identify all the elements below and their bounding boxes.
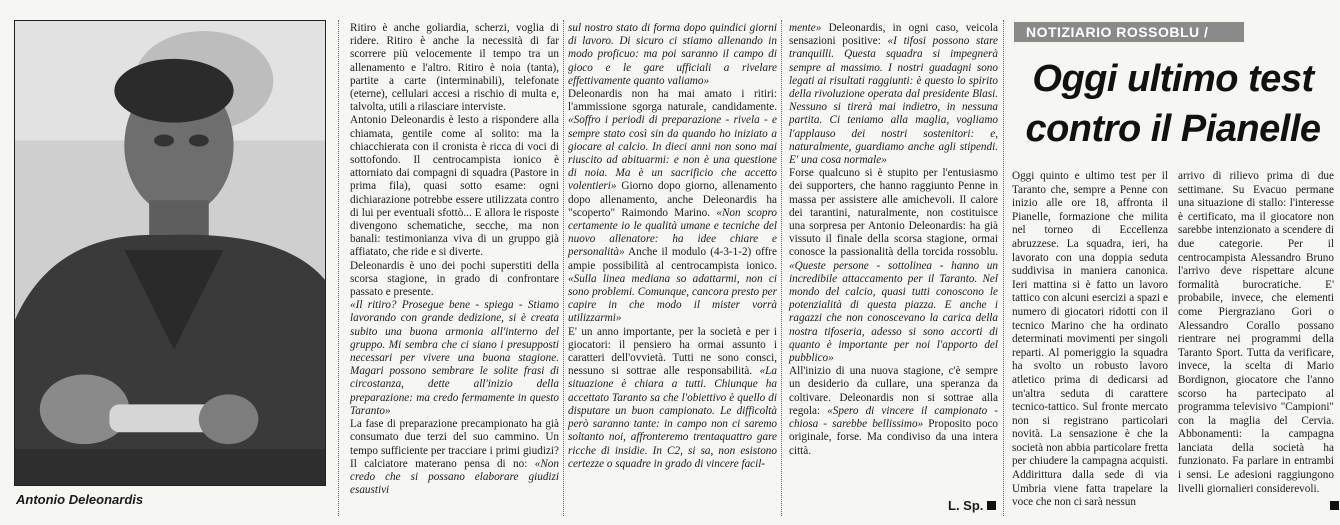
column-rule bbox=[781, 20, 782, 516]
paragraph: Ritiro è anche goliardia, scherzi, voglia di ridere. Ritiro è anche la necessità di far scorrere più velocemente il tempo tra un allenamento e l'altro. Ritiro è noia (tanta), partite a carte (interminabili), telefonate (eterne), cellulari accesi a rischio di multa e, talvolta, utili a rilasciare interviste. bbox=[350, 22, 559, 114]
paragraph: Antonio Deleonardis è lesto a rispondere alla chiamata, gentile come al solito: ma la chiacchierata con il cronista è ricca di voci di sottofondo. Il centrocampista ionico è attorniato dai compagni di squadra (Pastore in prima fila), quasi sotto esame: ogni dichiarazione potrebbe essere utilizzata contro di lui per eventuali sfottò... E allora le risposte divengono schematiche, secche, ma non banali: testimonianza viva di un gruppo già affiatato, che ride e si diverte. bbox=[350, 114, 559, 259]
paragraph: Oggi quinto e ultimo test per il Taranto che, sempre a Penne con inizio alle ore 18, affronta il Pianelle, formazione che milita nel torneo di Eccellenza abruzzese. La squadra, ieri, ha lavorato con una doppia seduta suddivisa in maniera canonica. Ieri mattina si è fatto un lavoro tattico con alcuni esercizi a spazi e numero di giocatori ridotti con il tecnico Marino che ha ordinato determinati movimenti per singoli reparti. Al pomeriggio la squadra ha svolto un robusto lavoro atletico prima di dedicarsi ad un'altra seduta di carattere tecnico-tattico. Sul fronte mercato non si registrano particolari novità. La sensazione è che la società non abbia particolare fretta per chiudere la campagna acquisti. Addirittura dalla sede di via Umbria viene fatta trapelare la voce che non ci sarà nessun bbox=[1012, 170, 1168, 509]
article-signature bbox=[948, 498, 996, 514]
paragraph bbox=[350, 418, 559, 497]
end-mark-icon bbox=[987, 501, 996, 510]
quote-text: «Non credo che si possano elaborare giudizi esaustivi bbox=[350, 457, 559, 497]
section-kicker: NOTIZIARIO ROSSOBLU / bbox=[1014, 22, 1244, 42]
paragraph-text: La fase di preparazione precampionato ha già consumato due terzi del suo cammino. Un tempo sufficiente per tracciare i primi giudizi? Il calciatore materano pensa di no: bbox=[350, 418, 559, 470]
headline-line: contro il Pianelle bbox=[1025, 108, 1321, 150]
paragraph bbox=[789, 167, 998, 365]
article-column-1 bbox=[350, 22, 559, 518]
end-mark-icon bbox=[1330, 501, 1339, 510]
sidebar-column-1 bbox=[1012, 170, 1168, 509]
player-photo bbox=[14, 20, 326, 486]
paragraph bbox=[568, 88, 777, 326]
sidebar-headline bbox=[1012, 54, 1334, 154]
signature-text: L. Sp. bbox=[948, 498, 984, 513]
player-portrait-image bbox=[15, 21, 325, 485]
paragraph-text: Proposito poco originale, forse. Ma condiviso da una intera città. bbox=[789, 418, 999, 457]
sidebar-end-mark bbox=[1326, 498, 1339, 514]
sidebar-column-2 bbox=[1178, 170, 1334, 500]
article-column-3 bbox=[789, 22, 998, 492]
quote-text: «Spero di vincere il campionato - chiosa - sarebbe bellissimo» bbox=[789, 404, 999, 431]
quote-text: «La situazione è chiara a tutti. Chiunque ha accettato Taranto sa che l'obiettivo è quello di disputare un buon campionato. Le difficoltà però saranno tante: in campo non ci saremo soltanto noi, affronteremo trentaquattro gare ricche di insidie. In C2, si sa, non esistono certezze o squadre in grado di vincere facil- bbox=[568, 365, 777, 470]
paragraph-text: Giorno dopo giorno, allenamento dopo allenamento, anche Deleonardis ha "scoperto" Raimondo Marino. bbox=[568, 180, 778, 219]
paragraph: Deleonardis è uno dei pochi superstiti della scorsa stagione, in grado di confrontare passato e presente. bbox=[350, 259, 559, 299]
paragraph bbox=[568, 326, 777, 471]
paragraph-text: Forse qualcuno si è stupito per l'entusiasmo dei supporters, che hanno raggiunto Penne in massa per assistere alle amichevoli. Il calore dei tarantini, naturalmente, non costituisce una sorpresa per Antonio Deleonardis: ha già vissuto il finale della scorsa stagione, ormai conosce la passionalità della torcida rossoblu. bbox=[789, 167, 998, 259]
quote-text: «Queste persone - sottolinea - hanno un incredibile attaccamento per il Taranto. Nel mondo del calcio, quasi tutti conoscono le potenzialità di questa piazza. E anche i ragazzi che non conoscevano la carica della nostra tifoseria, adesso si sono accorti di quanto è importante per noi l'apporto del pubblico» bbox=[789, 259, 998, 365]
paragraph-text: Deleonardis non ha mai amato i ritiri: l'ammissione sgorga naturale, candidamente. bbox=[568, 88, 777, 114]
quote-text: mente» bbox=[789, 22, 822, 34]
paragraph-text: Deleonardis, in ogni caso, veicola sensazioni positive: bbox=[789, 22, 999, 48]
article-column-2 bbox=[568, 22, 777, 518]
column-rule bbox=[1003, 20, 1004, 516]
paragraph bbox=[789, 22, 998, 167]
quote-paragraph: «Il ritiro? Prosegue bene - spiega - Stiamo lavorando con grande dedizione, si è creata subito una buona armonia all'interno del gruppo. Mi sembra che ci siano i presupposti necessari per vivere una buona stagione. Magari possono sembrare le solite frasi di circostanza, dette all'inizio della preparazione: ma credo fermamente in questo Taranto» bbox=[350, 299, 559, 417]
kicker-text: NOTIZIARIO ROSSOBLU bbox=[1026, 24, 1200, 40]
paragraph bbox=[789, 365, 998, 457]
quote-text: «Soffro i periodi di preparazione - rivela - e sempre stato così sin da quando ho iniziato a giocare al calcio. In dieci anni non sono mai riuscito ad abituarmi: e non è una questione di noia. Ma è un sacrificio che accetto volentieri» bbox=[568, 114, 777, 193]
paragraph-text: Anche il modulo (4-3-1-2) offre ampie possibilità al centrocampista ionico. bbox=[568, 246, 778, 272]
column-rule bbox=[563, 20, 564, 516]
quote-text: «Sulla linea mediana so adattarmi, non ci sono problemi. Comunque, cancora presto per capire in che modo il mister vorrà utilizzarmi» bbox=[568, 272, 777, 325]
paragraph: arrivo di rilievo prima di due settimane. Su Evacuo permane una situazione di stallo: l'interesse è certificato, ma il giocatore non sarebbe intenzionato a scendere di due categorie. Per il centrocampista Alessandro Bruno l'arrivo deve rispettare alcune formalità burocratiche. E' probabile, invece, che elementi come Piergraziano Gori o Alessandro Corallo possano rientrare nei programmi della Taranto Sport. Tutta da verificare, invece, la scelta di Mario Bordignon, giocatore che l'anno scorso ha partecipato al programma televisivo "Campioni" con la maglia del Cervia. Abbonamenti: la campagna lanciata della società ha funzionato. Fa parlare in entrambi i sensi. Le adesioni raggiungono livelli giornalieri considerevoli. bbox=[1178, 170, 1334, 495]
quote-paragraph: sul nostro stato di forma dopo quindici giorni di lavoro. Di sicuro ci stiamo allenando in modo proficuo: ma poi saranno il campo di gioco e le gare ufficiali a rivelare effettivamente quanto valiamo» bbox=[568, 22, 777, 87]
column-rule bbox=[338, 20, 339, 516]
paragraph-text: All'inizio di una nuova stagione, c'è sempre un desiderio da cullare, una speranza da coltivare. Deleonardis non si sottrae alla regola: bbox=[789, 365, 998, 417]
headline-line: Oggi ultimo test bbox=[1032, 58, 1314, 100]
quote-text: «Non scopro certamente io le qualità umane e tecniche del nuovo allenatore: ha idee chiare e personalità» bbox=[568, 206, 777, 259]
photo-caption: Antonio Deleonardis bbox=[16, 492, 144, 507]
paragraph-text: E' un anno importante, per la società e per i giocatori: il pensiero ha ormai assunto i caratteri dell'ovvietà. Tutti ne sono consci, nessuno si sottrae alle responsabilità. bbox=[568, 325, 777, 378]
quote-text: «I tifosi possono stare tranquilli. Questa squadra si impegnerà sempre al massimo. I nostri guadagni sono legati ai risultati raggiunti: è questo lo spirito della rivoluzione operata dal presidente Blasi. Nessuno si tirerà mai indietro, in nessuna partita. Ci teniamo alla maglia, vogliamo l'applauso dei nostri sostenitori: e, naturalmente, guardiamo anche agli stipendi. E' una cosa normale» bbox=[789, 35, 998, 167]
